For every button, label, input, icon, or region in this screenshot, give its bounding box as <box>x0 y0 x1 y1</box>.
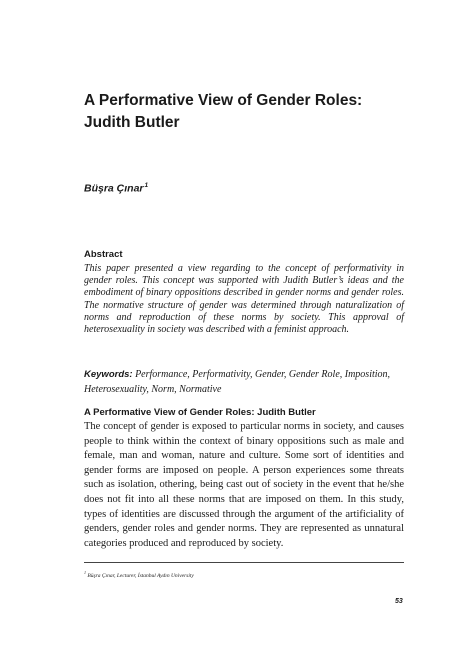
footnote-divider <box>84 562 404 563</box>
author-name: Büşra Çınar <box>84 182 144 195</box>
footnote-marker: 1 <box>84 570 86 575</box>
keywords-label: Keywords: <box>84 369 133 380</box>
abstract-heading: Abstract <box>84 249 123 260</box>
footnote-text: Büşra Çınar, Lecturer, İstanbul Aydın University <box>87 572 194 579</box>
abstract-text: This paper presented a view regarding to the concept of performativity in gender roles. This concept was supported with Judith Butler’s ideas and the embodiment of binary oppositions described in gender norms and gender roles. The normative structure of gender was determined through naturalization of norms and reproduction of these norms by society. This approval of heterosexuality in society was described with a feminist approach. <box>84 263 404 336</box>
keywords <box>84 367 404 397</box>
author-footnote-marker: 1 <box>144 182 149 189</box>
keywords-text: Performance, Performativity, Gender, Gender Role, Imposition, Heterosexuality, Norm, Normative <box>84 369 391 395</box>
page-number: 53 <box>395 598 403 605</box>
section-body-text: The concept of gender is exposed to particular norms in society, and causes people to think within the context of binary oppositions such as male and female, man and woman, nature and culture. Some sort of identities and gender forms are imposed on people. A person experiences some threats such as isolation, othering, being cast out of society in the event that he/she does not fit into all these norms that are imposed on them. In this study, types of identities are discussed through the argument of the artificiality of genders, gender roles and gender norms. They are represented as unnatural categories produced and reproduced by society. <box>84 421 404 549</box>
footnote <box>84 570 194 579</box>
author-line <box>84 182 148 195</box>
section-heading: A Performative View of Gender Roles: Judith Butler <box>84 407 316 418</box>
paper-title: A Performative View of Gender Roles: Judith Butler <box>84 92 363 131</box>
